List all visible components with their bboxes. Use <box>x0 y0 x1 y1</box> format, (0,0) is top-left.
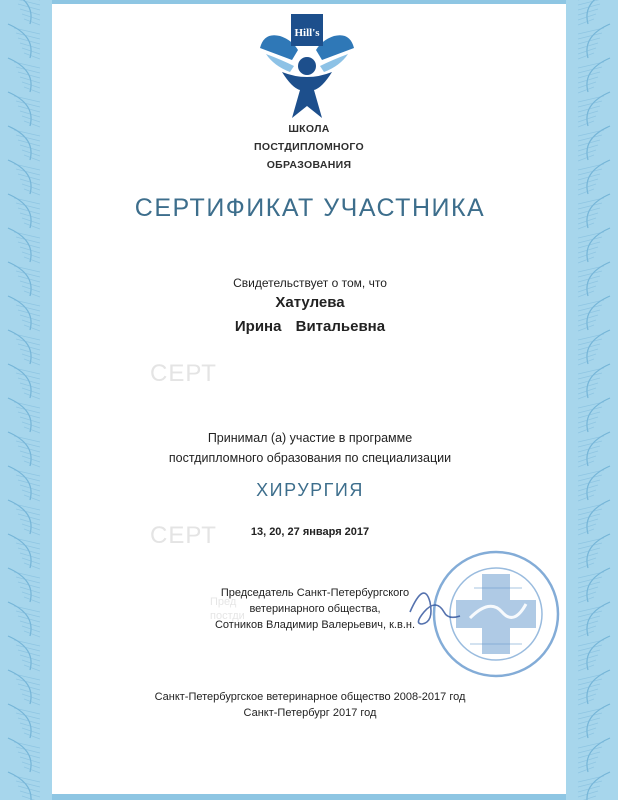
border-feather-barb <box>24 121 40 127</box>
event-dates: 13, 20, 27 января 2017 <box>250 526 370 538</box>
border-feather-barb <box>578 300 604 306</box>
border-feather-barb <box>14 232 40 238</box>
border-feather-barb <box>14 776 40 782</box>
border-feather-barb <box>14 164 40 170</box>
border-feather-barb <box>578 572 604 578</box>
border-feather-barb <box>24 325 40 331</box>
border-feather-barb <box>24 19 40 25</box>
border-feather-barb <box>24 427 40 433</box>
border-feather-barb <box>24 495 40 501</box>
border-feather-barb <box>578 334 604 340</box>
border-feather-barb <box>578 674 604 680</box>
border-feather-barb <box>578 436 604 442</box>
border-feather-barb <box>578 402 604 408</box>
border-feather-barb <box>578 19 594 25</box>
border-feather-barb <box>24 155 40 161</box>
show-through-mark: СЕРТ <box>150 522 217 549</box>
show-through-mark: Пред постди <box>210 596 245 622</box>
border-feather-barb <box>24 733 40 739</box>
border-feather-barb <box>24 665 40 671</box>
border-feather-barb <box>578 538 604 544</box>
border-feather-barb <box>578 470 604 476</box>
border-feather-barb <box>578 291 594 297</box>
border-feather-barb <box>24 257 40 263</box>
border-feather-barb <box>578 597 594 603</box>
border-feather-barb <box>14 300 40 306</box>
border-feather-barb <box>14 266 40 272</box>
border-feather-barb <box>578 708 604 714</box>
border-feather-barb <box>14 640 40 646</box>
participant-surname: Хатулева <box>275 294 345 311</box>
border-feather-barb <box>578 776 604 782</box>
signature-icon <box>400 572 470 642</box>
border-feather-barb <box>14 470 40 476</box>
border-feather-barb <box>578 767 594 773</box>
border-feather-barb <box>578 699 594 705</box>
border-feather-barb <box>14 606 40 612</box>
border-feather-barb <box>578 232 604 238</box>
border-feather-barb <box>24 563 40 569</box>
border-feather-barb <box>14 198 40 204</box>
border-feather-barb <box>578 461 594 467</box>
border-feather-barb <box>578 164 604 170</box>
border-feather-barb <box>578 130 604 136</box>
border-feather-barb <box>14 334 40 340</box>
border-feather-barb <box>578 631 594 637</box>
school-name: ШКОЛА ПОСТДИПЛОМНОГО ОБРАЗОВАНИЯ <box>254 123 364 171</box>
border-feather-barb <box>14 96 40 102</box>
border-feather-barb <box>578 62 604 68</box>
border-feather-barb <box>578 325 594 331</box>
border-feather-barb <box>14 674 40 680</box>
border-feather-barb <box>14 572 40 578</box>
border-feather-barb <box>578 266 604 272</box>
border-feather-barb <box>578 121 594 127</box>
border-feather-barb <box>578 223 594 229</box>
border-feather-barb <box>578 198 604 204</box>
border-feather-barb <box>578 368 604 374</box>
border-feather-barb <box>578 665 594 671</box>
border-feather-barb <box>578 495 594 501</box>
border-feather-barb <box>14 436 40 442</box>
border-feather-barb <box>578 53 594 59</box>
border-feather-barb <box>578 606 604 612</box>
border-feather-barb <box>578 96 604 102</box>
border-feather-barb <box>24 461 40 467</box>
border-feather-barb <box>14 708 40 714</box>
border-feather-barb <box>14 742 40 748</box>
border-feather-barb <box>578 529 594 535</box>
border-feather-barb <box>578 504 604 510</box>
participant-given-names: Ирина Витальевна <box>234 318 386 335</box>
border-feather-barb <box>14 368 40 374</box>
border-feather-barb <box>24 631 40 637</box>
border-feather-barb <box>24 87 40 93</box>
border-feather-barb <box>24 53 40 59</box>
border-feather-barb <box>578 189 594 195</box>
border-feather-barb <box>24 223 40 229</box>
border-feather-barb <box>24 529 40 535</box>
border-feather-barb <box>24 597 40 603</box>
specialty: ХИРУРГИЯ <box>256 480 364 500</box>
border-feather-barb <box>578 393 594 399</box>
border-feather-barb <box>578 359 594 365</box>
border-feather-barb <box>14 62 40 68</box>
border-feather-barb <box>578 640 604 646</box>
border-feather-barb <box>14 504 40 510</box>
hills-school-logo-icon <box>252 10 362 122</box>
border-feather-barb <box>578 427 594 433</box>
certificate-title: СЕРТИФИКАТ УЧАСТНИКА <box>134 194 486 222</box>
border-feather-barb <box>24 393 40 399</box>
border-feather-stroke <box>587 772 610 800</box>
border-feather-barb <box>578 28 604 34</box>
border-feather-barb <box>578 563 594 569</box>
border-feather-barb <box>24 699 40 705</box>
border-feather-barb <box>24 767 40 773</box>
border-feather-barb <box>578 733 594 739</box>
border-feather-barb <box>578 257 594 263</box>
border-feather-barb <box>578 87 594 93</box>
border-feather-barb <box>578 155 594 161</box>
signatory-block: Председатель Санкт-Петербургского ветеринарного общества, Сотников Владимир Валерьевич, к.в.н. <box>214 587 416 631</box>
participation-text: Принимал (а) участие в программе постдипломного образования по специализации <box>168 431 452 465</box>
border-feather-barb <box>14 538 40 544</box>
testifies-text: Свидетельствует о том, что <box>233 276 387 290</box>
hills-brand-text: Hill's <box>294 27 320 39</box>
border-feather-barb <box>24 189 40 195</box>
border-feather-stroke <box>8 772 31 800</box>
border-feather-barb <box>24 359 40 365</box>
border-feather-barb <box>24 291 40 297</box>
border-feather-barb <box>14 130 40 136</box>
show-through-mark: СЕРТ <box>150 360 217 387</box>
border-feather-barb <box>14 402 40 408</box>
border-feather-barb <box>578 742 604 748</box>
footer: Санкт-Петербургское ветеринарное общество 2008-2017 год Санкт-Петербург 2017 год <box>154 691 466 719</box>
border-band <box>52 794 566 800</box>
border-feather-barb <box>14 28 40 34</box>
